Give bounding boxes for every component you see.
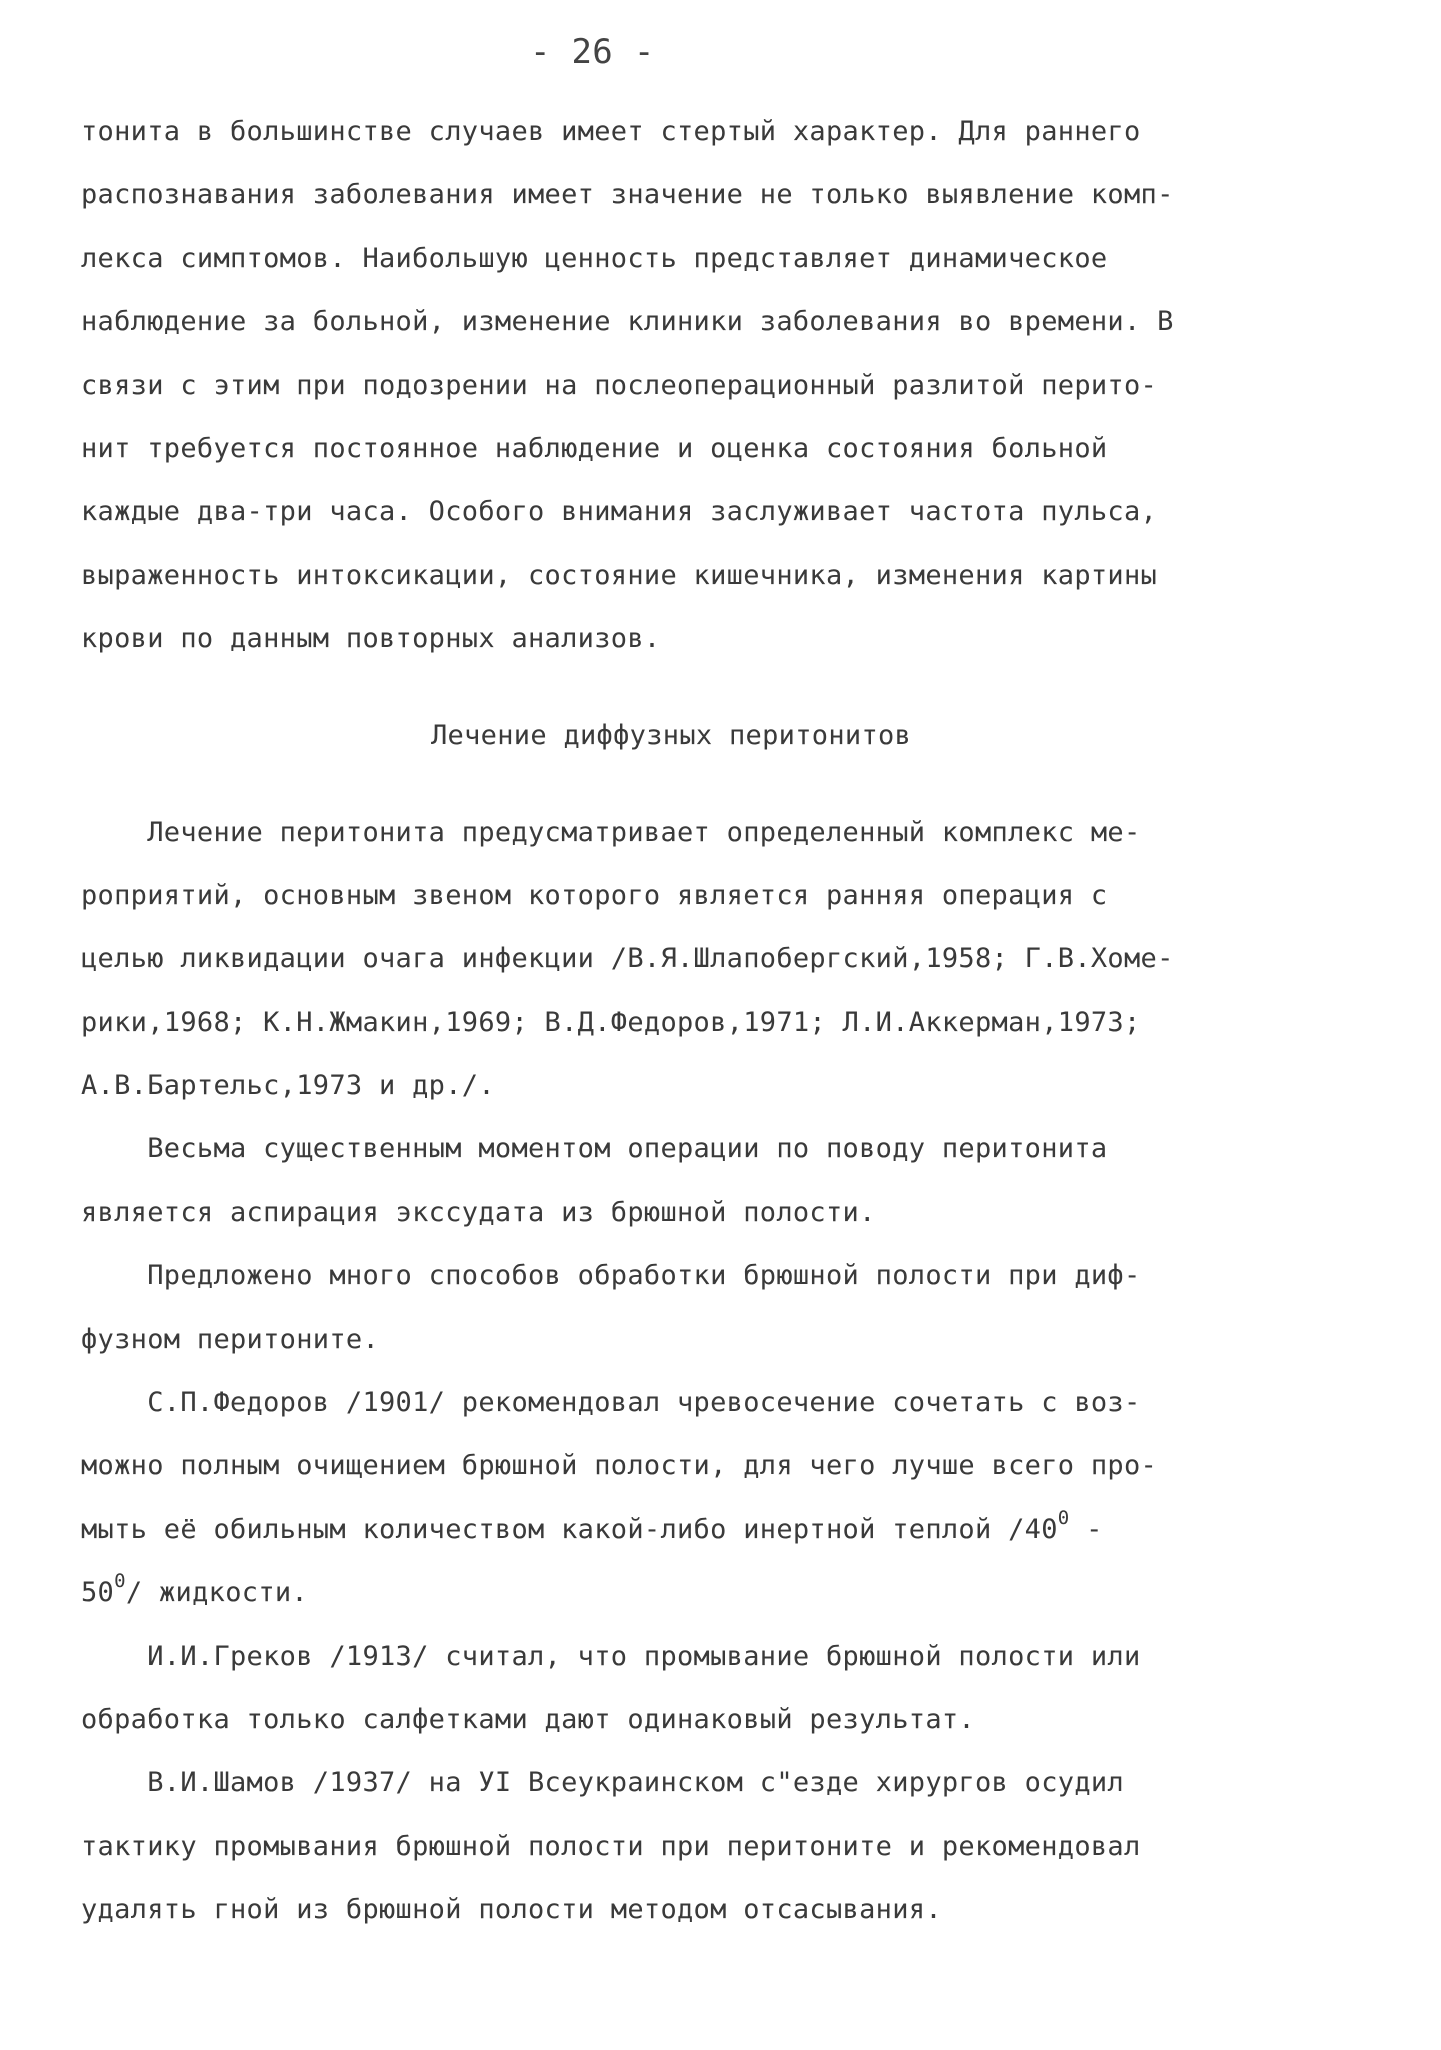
text-line: удалять гной из брюшной полости методом отсасывания. <box>81 1894 942 1926</box>
text-line: целью ликвидации очага инфекции /В.Я.Шлапобергский,1958; Г.В.Хоме- <box>81 943 1174 975</box>
text-line: распознавания заболевания имеет значение не только выявление комп- <box>81 179 1174 211</box>
text-line: связи с этим при подозрении на послеоперационный разлитой перито- <box>81 369 1158 401</box>
text-line: тактику промывания брюшной полости при перитоните и рекомендовал <box>81 1830 1141 1862</box>
text-line: Предложено много способов обработки брюшной полости при диф- <box>81 1260 1141 1292</box>
text-line: выраженность интоксикации, состояние кишечника, изменения картины <box>81 559 1158 591</box>
text-line: каждые два-три часа. Особого внимания заслуживает частота пульса, <box>81 496 1158 528</box>
document-body <box>81 100 1401 1942</box>
text-line: Весьма существенным моментом операции по поводу перитонита <box>81 1133 1108 1165</box>
text-line: лекса симптомов. Наибольшую ценность представляет динамическое <box>81 242 1108 274</box>
text-fragment: - <box>1069 1513 1103 1545</box>
text-line-with-superscript <box>81 1498 1401 1561</box>
text-line: крови по данным повторных анализов. <box>81 623 661 655</box>
text-fragment: 50 <box>81 1577 115 1609</box>
degree-superscript: 0 <box>1057 1506 1070 1529</box>
text-line: тонита в большинстве случаев имеет стертый характер. Для раннего <box>81 116 1141 147</box>
text-line: нит требуется постоянное наблюдение и оценка состояния больной <box>81 432 1108 464</box>
text-line: В.И.Шамов /1937/ на УI Всеукраинском с"езде хирургов осудил <box>81 1767 1124 1799</box>
text-line: является аспирация экссудата из брюшной полости. <box>81 1196 876 1228</box>
section-heading: Лечение диффузных перитонитов <box>431 719 912 751</box>
text-line: С.П.Федоров /1901/ рекомендовал чревосечение сочетать с воз- <box>81 1387 1141 1419</box>
degree-superscript: 0 <box>114 1570 126 1593</box>
text-line: А.В.Бартельс,1973 и др./. <box>81 1070 495 1102</box>
text-line: можно полным очищением брюшной полости, для чего лучше всего про- <box>81 1450 1158 1482</box>
page-number: - 26 - <box>530 32 655 72</box>
text-line: наблюдение за больной, изменение клиники заболевания во времени. В <box>81 306 1174 338</box>
text-fragment: / жидкости. <box>125 1577 308 1609</box>
text-line: И.И.Греков /1913/ считал, что промывание брюшной полости или <box>81 1640 1141 1672</box>
text-line-with-superscript <box>81 1561 1401 1624</box>
text-line: рики,1968; К.Н.Жмакин,1969; В.Д.Федоров,1971; Л.И.Аккерман,1973; <box>81 1006 1141 1038</box>
text-line: фузном перитоните. <box>81 1323 379 1355</box>
text-line: Лечение перитонита предусматривает определенный комплекс ме- <box>81 816 1141 848</box>
text-line: роприятий, основным звеном которого является ранняя операция с <box>81 879 1108 911</box>
text-fragment: мыть её обильным количеством какой-либо инертной теплой /40 <box>81 1513 1058 1545</box>
text-line: обработка только салфетками дают одинаковый результат. <box>81 1703 975 1735</box>
